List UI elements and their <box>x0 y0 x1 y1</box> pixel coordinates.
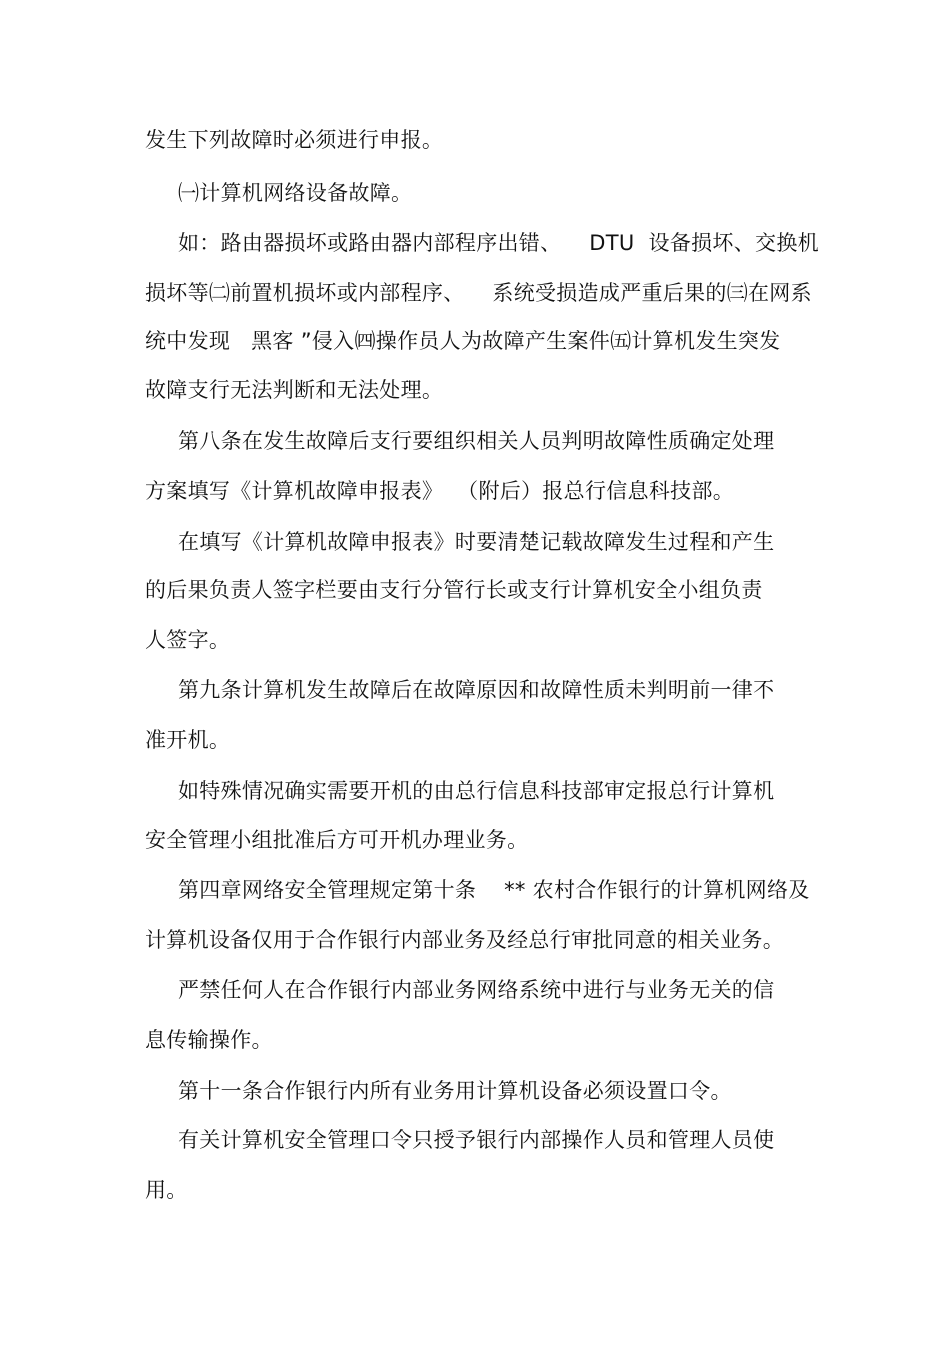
text-line: 用。 <box>145 1178 188 1202</box>
text-line: 有关计算机安全管理口令只授予银行内部操作人员和管理人员使 <box>178 1128 775 1152</box>
text-line: 计算机设备仅用于合作银行内部业务及经总行审批同意的相关业务。 <box>145 928 784 952</box>
text-line: 的后果负责人签字栏要由支行分管行长或支行计算机安全小组负责 <box>145 578 763 602</box>
text-line: 如特殊情况确实需要开机的由总行信息科技部审定报总行计算机 <box>178 779 775 803</box>
text-line: 人签字。 <box>145 628 231 652</box>
text-line: 准开机。 <box>145 728 231 752</box>
text-line: 方案填写《计算机故障申报表》 （附后）报总行信息科技部。 <box>145 479 735 503</box>
text-line: 如：路由器损坏或路由器内部程序出错、 DTU 设备损坏、交换机 <box>178 231 819 255</box>
text-line: 发生下列故障时必须进行申报。 <box>145 128 444 152</box>
text-line: 安全管理小组批准后方可开机办理业务。 <box>145 828 529 852</box>
text-line: 严禁任何人在合作银行内部业务网络系统中进行与业务无关的信 <box>178 978 775 1002</box>
text-line: 第八条在发生故障后支行要组织相关人员判明故障性质确定处理 <box>178 429 775 453</box>
text-line: 在填写《计算机故障申报表》时要清楚记载故障发生过程和产生 <box>178 530 775 554</box>
text-line: 故障支行无法判断和无法处理。 <box>145 378 444 402</box>
text-line: 第十一条合作银行内所有业务用计算机设备必须设置口令。 <box>178 1079 732 1103</box>
text-line: ㈠计算机网络设备故障。 <box>178 181 413 205</box>
text-line: 息传输操作。 <box>145 1028 273 1052</box>
text-line: 第九条计算机发生故障后在故障原因和故障性质未判明前一律不 <box>178 678 775 702</box>
text-line: 第四章网络安全管理规定第十条 ** 农村合作银行的计算机网络及 <box>178 878 810 902</box>
text-line: 损坏等㈡前置机损坏或内部程序、 系统受损造成严重后果的㈢在网系 <box>145 281 812 305</box>
text-line: 统中发现 黑客 ”侵入㈣操作员人为故障产生案件㈤计算机发生突发 <box>145 329 781 353</box>
